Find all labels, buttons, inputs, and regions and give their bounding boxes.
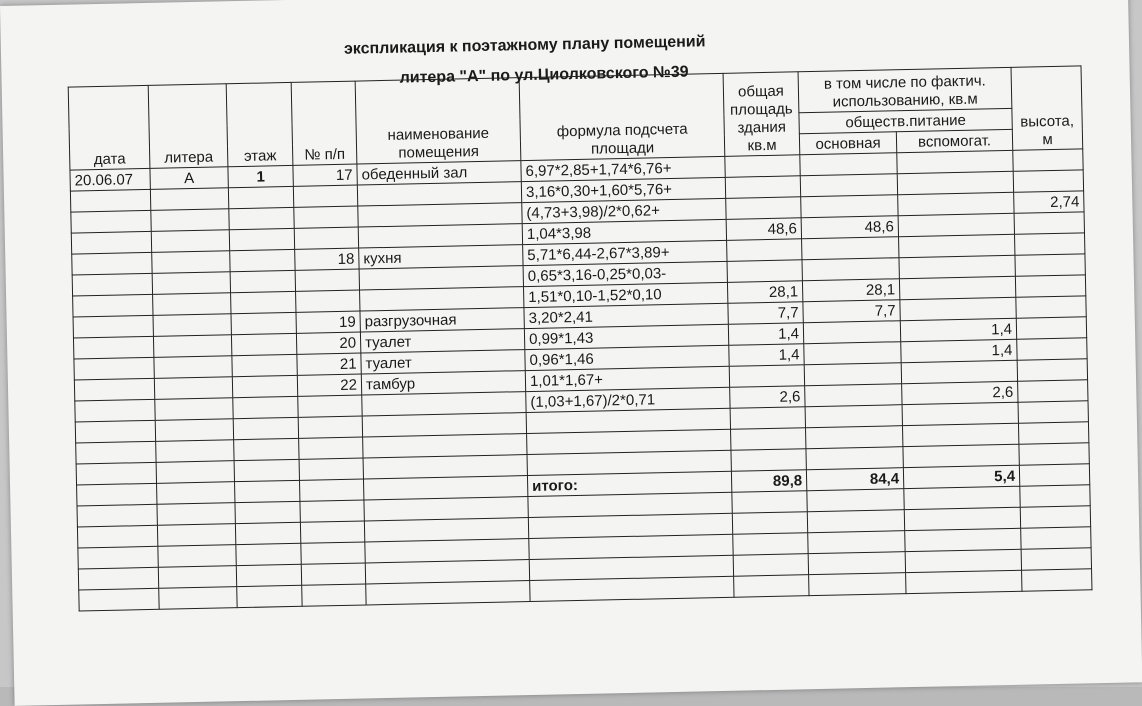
cell-floor (231, 312, 296, 334)
cell-name: тамбур (361, 371, 525, 395)
cell-formula: 6,97*2,85+1,74*6,76+ (521, 156, 725, 181)
cell-date: 20.06.07 (70, 168, 150, 191)
cell-height (1015, 233, 1085, 255)
cell-main (803, 321, 900, 344)
cell-main (800, 174, 897, 197)
cell-height (1015, 275, 1085, 297)
cell-num (293, 185, 357, 207)
cell-litera (152, 251, 230, 274)
cell-litera (153, 335, 231, 358)
cell-num (294, 206, 358, 228)
cell-formula: (1,03+1,67)/2*0,71 (526, 387, 730, 412)
cell-aux: 1,4 (901, 339, 1017, 362)
cell-litera (153, 293, 231, 316)
cell-litera (152, 272, 230, 295)
cell-aux (898, 213, 1014, 236)
table-body (70, 149, 1092, 611)
cell-total (727, 239, 802, 262)
cell-formula: 3,20*2,41 (524, 303, 728, 328)
cell-formula: (4,73+3,98)/2*0,62+ (522, 198, 726, 223)
cell-formula: 1,01*1,67+ (525, 366, 729, 391)
cell-name: туалет (361, 350, 525, 374)
cell-num (294, 227, 358, 249)
cell-date (75, 399, 155, 422)
header-number: № п/п (291, 81, 357, 165)
explication-table (68, 65, 1093, 611)
cell-floor (230, 249, 295, 271)
cell-formula: 3,16*0,30+1,60*5,76+ (521, 177, 725, 202)
cell-floor: 1 (228, 165, 293, 187)
cell-date (74, 378, 154, 401)
cell-date (74, 357, 154, 380)
cell-name: туалет (360, 329, 524, 353)
cell-litera (151, 209, 229, 232)
cell-total: 48,6 (726, 218, 801, 241)
total-aux: 5,4 (903, 465, 1019, 488)
cell-total (725, 176, 800, 199)
cell-formula: 0,96*1,46 (525, 345, 729, 370)
cell-height (1016, 296, 1086, 318)
cell-formula: 0,65*3,16-0,25*0,03- (523, 261, 727, 286)
cell-num: 19 (296, 311, 360, 333)
cell-main (801, 195, 898, 218)
cell-aux (897, 171, 1013, 194)
cell-num: 21 (297, 353, 361, 375)
cell-num: 20 (296, 332, 360, 354)
cell-height (1017, 338, 1087, 360)
cell-floor (228, 186, 293, 208)
total-label: итого: (527, 471, 731, 496)
cell-litera (153, 314, 231, 337)
cell-total: 1,4 (729, 344, 804, 367)
cell-formula: 0,99*1,43 (524, 324, 728, 349)
cell-height: 2,74 (1014, 191, 1084, 213)
cell-main: 7,7 (803, 300, 900, 323)
header-total-area: общая площадь здания кв.м (723, 72, 800, 157)
cell-aux: 2,6 (902, 381, 1018, 404)
cell-aux (899, 255, 1015, 278)
cell-litera (150, 188, 228, 211)
cell-name: обеденный зал (357, 161, 521, 185)
total-total: 89,8 (731, 470, 806, 493)
cell-date (72, 273, 152, 296)
header-formula: формула подсчета площади (519, 73, 725, 160)
cell-floor (229, 228, 294, 250)
cell-height (1017, 359, 1087, 381)
cell-num: 17 (293, 164, 357, 186)
cell-aux (899, 276, 1015, 299)
cell-aux (899, 234, 1015, 257)
cell-height (1018, 380, 1088, 402)
cell-height (1013, 149, 1083, 171)
document-title: экспликация к поэтажному плану помещений (343, 33, 706, 58)
cell-main (800, 153, 897, 176)
cell-litera (151, 230, 229, 253)
cell-floor (229, 207, 294, 229)
cell-main: 48,6 (801, 216, 898, 239)
cell-num (296, 290, 360, 312)
cell-total (726, 197, 801, 220)
cell-date (73, 294, 153, 317)
cell-date (72, 252, 152, 275)
cell-floor (230, 270, 295, 292)
cell-main (804, 342, 901, 365)
cell-name: кухня (359, 245, 523, 269)
cell-floor (232, 354, 297, 376)
document-subtitle: литера "А" по ул.Циолковского №39 (399, 63, 689, 87)
cell-litera (154, 377, 232, 400)
cell-formula: 1,51*0,10-1,52*0,10 (523, 282, 727, 307)
header-auxiliary: вспомогат. (896, 129, 1012, 152)
cell-aux (897, 150, 1013, 173)
cell-num (295, 269, 359, 291)
cell-name: разгрузочная (360, 308, 524, 332)
header-litera: литера (148, 84, 228, 169)
cell-height (1016, 317, 1086, 339)
header-including: в том числе по фактич. использованию, кв.м (798, 67, 1012, 112)
header-category: обществ.питание (799, 108, 1012, 133)
cell-total: 28,1 (727, 281, 802, 304)
cell-litera: А (150, 167, 228, 190)
cell-floor (231, 291, 296, 313)
cell-num: 18 (295, 248, 359, 270)
cell-total: 2,6 (730, 386, 805, 409)
cell-num: 22 (297, 374, 361, 396)
cell-litera (154, 356, 232, 379)
cell-formula: 1,04*3,98 (522, 219, 726, 244)
cell-date (71, 231, 151, 254)
header-height: высота, м (1011, 66, 1083, 150)
cell-date (73, 315, 153, 338)
cell-total (729, 365, 804, 388)
cell-aux (901, 360, 1017, 383)
header-name: наименование помещения (355, 78, 521, 164)
cell-aux (900, 297, 1016, 320)
cell-main (804, 363, 901, 386)
cell-height (1014, 212, 1084, 234)
cell-height (1015, 254, 1085, 276)
cell-floor (231, 333, 296, 355)
cell-main: 28,1 (802, 279, 899, 302)
cell-floor (233, 396, 298, 418)
total-main: 84,4 (806, 468, 903, 491)
header-floor: этаж (226, 82, 293, 166)
cell-litera (155, 398, 233, 421)
cell-height (1013, 170, 1083, 192)
cell-date (71, 210, 151, 233)
cell-date (70, 189, 150, 212)
cell-num (298, 395, 362, 417)
cell-aux (898, 192, 1014, 215)
header-main: основная (799, 132, 896, 155)
cell-floor (232, 375, 297, 397)
cell-total: 1,4 (728, 323, 803, 346)
cell-date (73, 336, 153, 359)
cell-main (802, 237, 899, 260)
cell-aux: 1,4 (900, 318, 1016, 341)
cell-main (802, 258, 899, 281)
header-date: дата (68, 85, 150, 170)
cell-total (727, 260, 802, 283)
cell-formula: 5,71*6,44-2,67*3,89+ (523, 240, 727, 265)
cell-total: 7,7 (728, 302, 803, 325)
cell-total (725, 155, 800, 178)
cell-main (805, 384, 902, 407)
